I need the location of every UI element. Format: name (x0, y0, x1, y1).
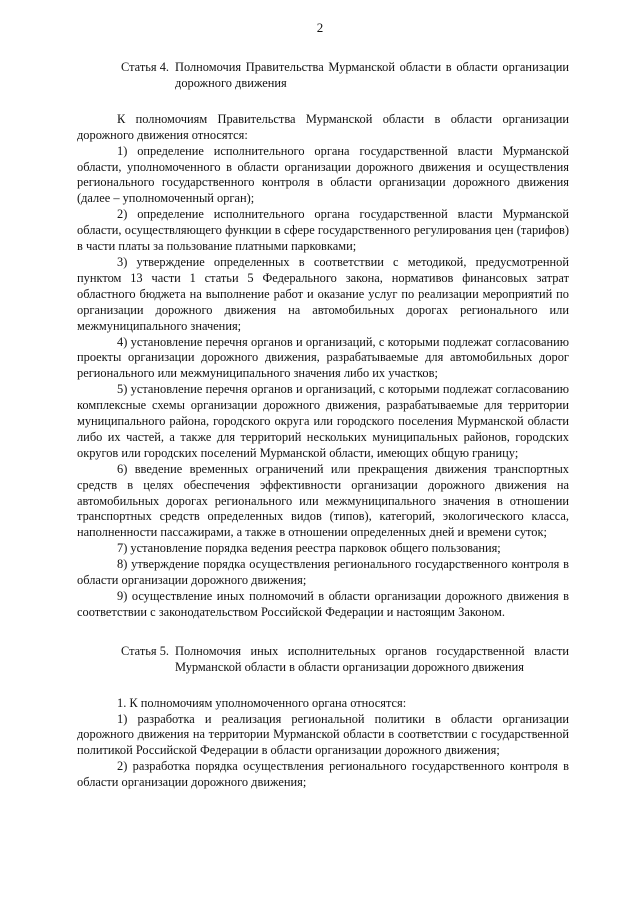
article-5-label: Статья 5. (121, 643, 170, 658)
article-4-item-8: 8) утверждение порядка осуществления регионального государственного контроля в области организации дорожного движения; (77, 557, 569, 588)
article-4-label: Статья 4. (121, 60, 170, 74)
article-5-item-1: 1) разработка и реализация региональной политики в области организации дорожного движения на территории Мурманской области в соответствии с государственной политикой Российской Федерации в области организации дорожного движения; (77, 711, 569, 758)
document-body (77, 60, 569, 791)
spacer (77, 621, 569, 644)
article-4-item-3: 3) утверждение определенных в соответствии с методикой, предусмотренной пунктом 13 части 1 статьи 5 Федерального закона, нормативов финансовых затрат областного бюджета на выполнение работ и оказание услуг по реализации мероприятий по организации дорожного движения на автомобильных дорогах регионального или межмуниципального значения; (77, 254, 569, 333)
article-4-item-2: 2) определение исполнительного органа государственной власти Мурманской области, осуществляющего функции в сфере государственного регулирования цен (тарифов) в части платы за пользование платными парковками; (77, 207, 569, 254)
article-4-item-4: 4) установление перечня органов и организаций, с которыми подлежат согласованию проекты организации дорожного движения, разрабатываемые для автомобильных дорог регионального или межмуниципального значения либо их участков; (77, 334, 569, 381)
article-4-title: Полномочия Правительства Мурманской области в области организации дорожного движения (175, 60, 569, 90)
spacer (77, 92, 569, 112)
article-4-item-6: 6) введение временных ограничений или прекращения движения транспортных средств в целях обеспечения эффективности организации дорожного движения на автомобильных дорогах регионального или межмуниципального значения в отношении транспортных средств определенных видов (типов), категорий, экологического класса, наполненности пассажирами, а также в отношении определенных дней и времени суток; (77, 461, 569, 540)
article-4-item-1: 1) определение исполнительного органа государственной власти Мурманской области, уполномоченного в области организации дорожного движения и осуществления регионального государственного контроля в области организации дорожного движения (далее – уполномоченный орган); (77, 143, 569, 206)
article-5-heading (77, 644, 569, 676)
page-number: 2 (316, 20, 324, 35)
article-4-item-5: 5) установление перечня органов и организаций, с которыми подлежат согласованию комплексные схемы организации дорожного движения, разрабатываемые для территории муниципального района, городского округа или городского поселения Мурманской области либо их частей, а также для территорий нескольких муниципальных районов, городских округов или городских поселений Мурманской области, имеющих общую границу; (77, 382, 569, 460)
article-5-part-1: 1. К полномочиям уполномоченного органа относятся: (117, 695, 407, 710)
article-4-heading (77, 60, 569, 92)
article-4-item-7: 7) установление порядка ведения реестра парковок общего пользования; (117, 541, 501, 556)
spacer (77, 676, 569, 696)
article-5-item-2: 2) разработка порядка осуществления регионального государственного контроля в области организации дорожного движения; (77, 759, 569, 790)
article-4-item-9: 9) осуществление иных полномочий в области организации дорожного движения в соответствии с законодательством Российской Федерации и настоящим Законом. (77, 589, 569, 619)
article-4-paragraph: К полномочиям Правительства Мурманской области в области организации дорожного движения относятся: (77, 111, 569, 142)
article-5-title: Полномочия иных исполнительных органов государственной власти Мурманской области в области организации дорожного движения (175, 643, 569, 674)
